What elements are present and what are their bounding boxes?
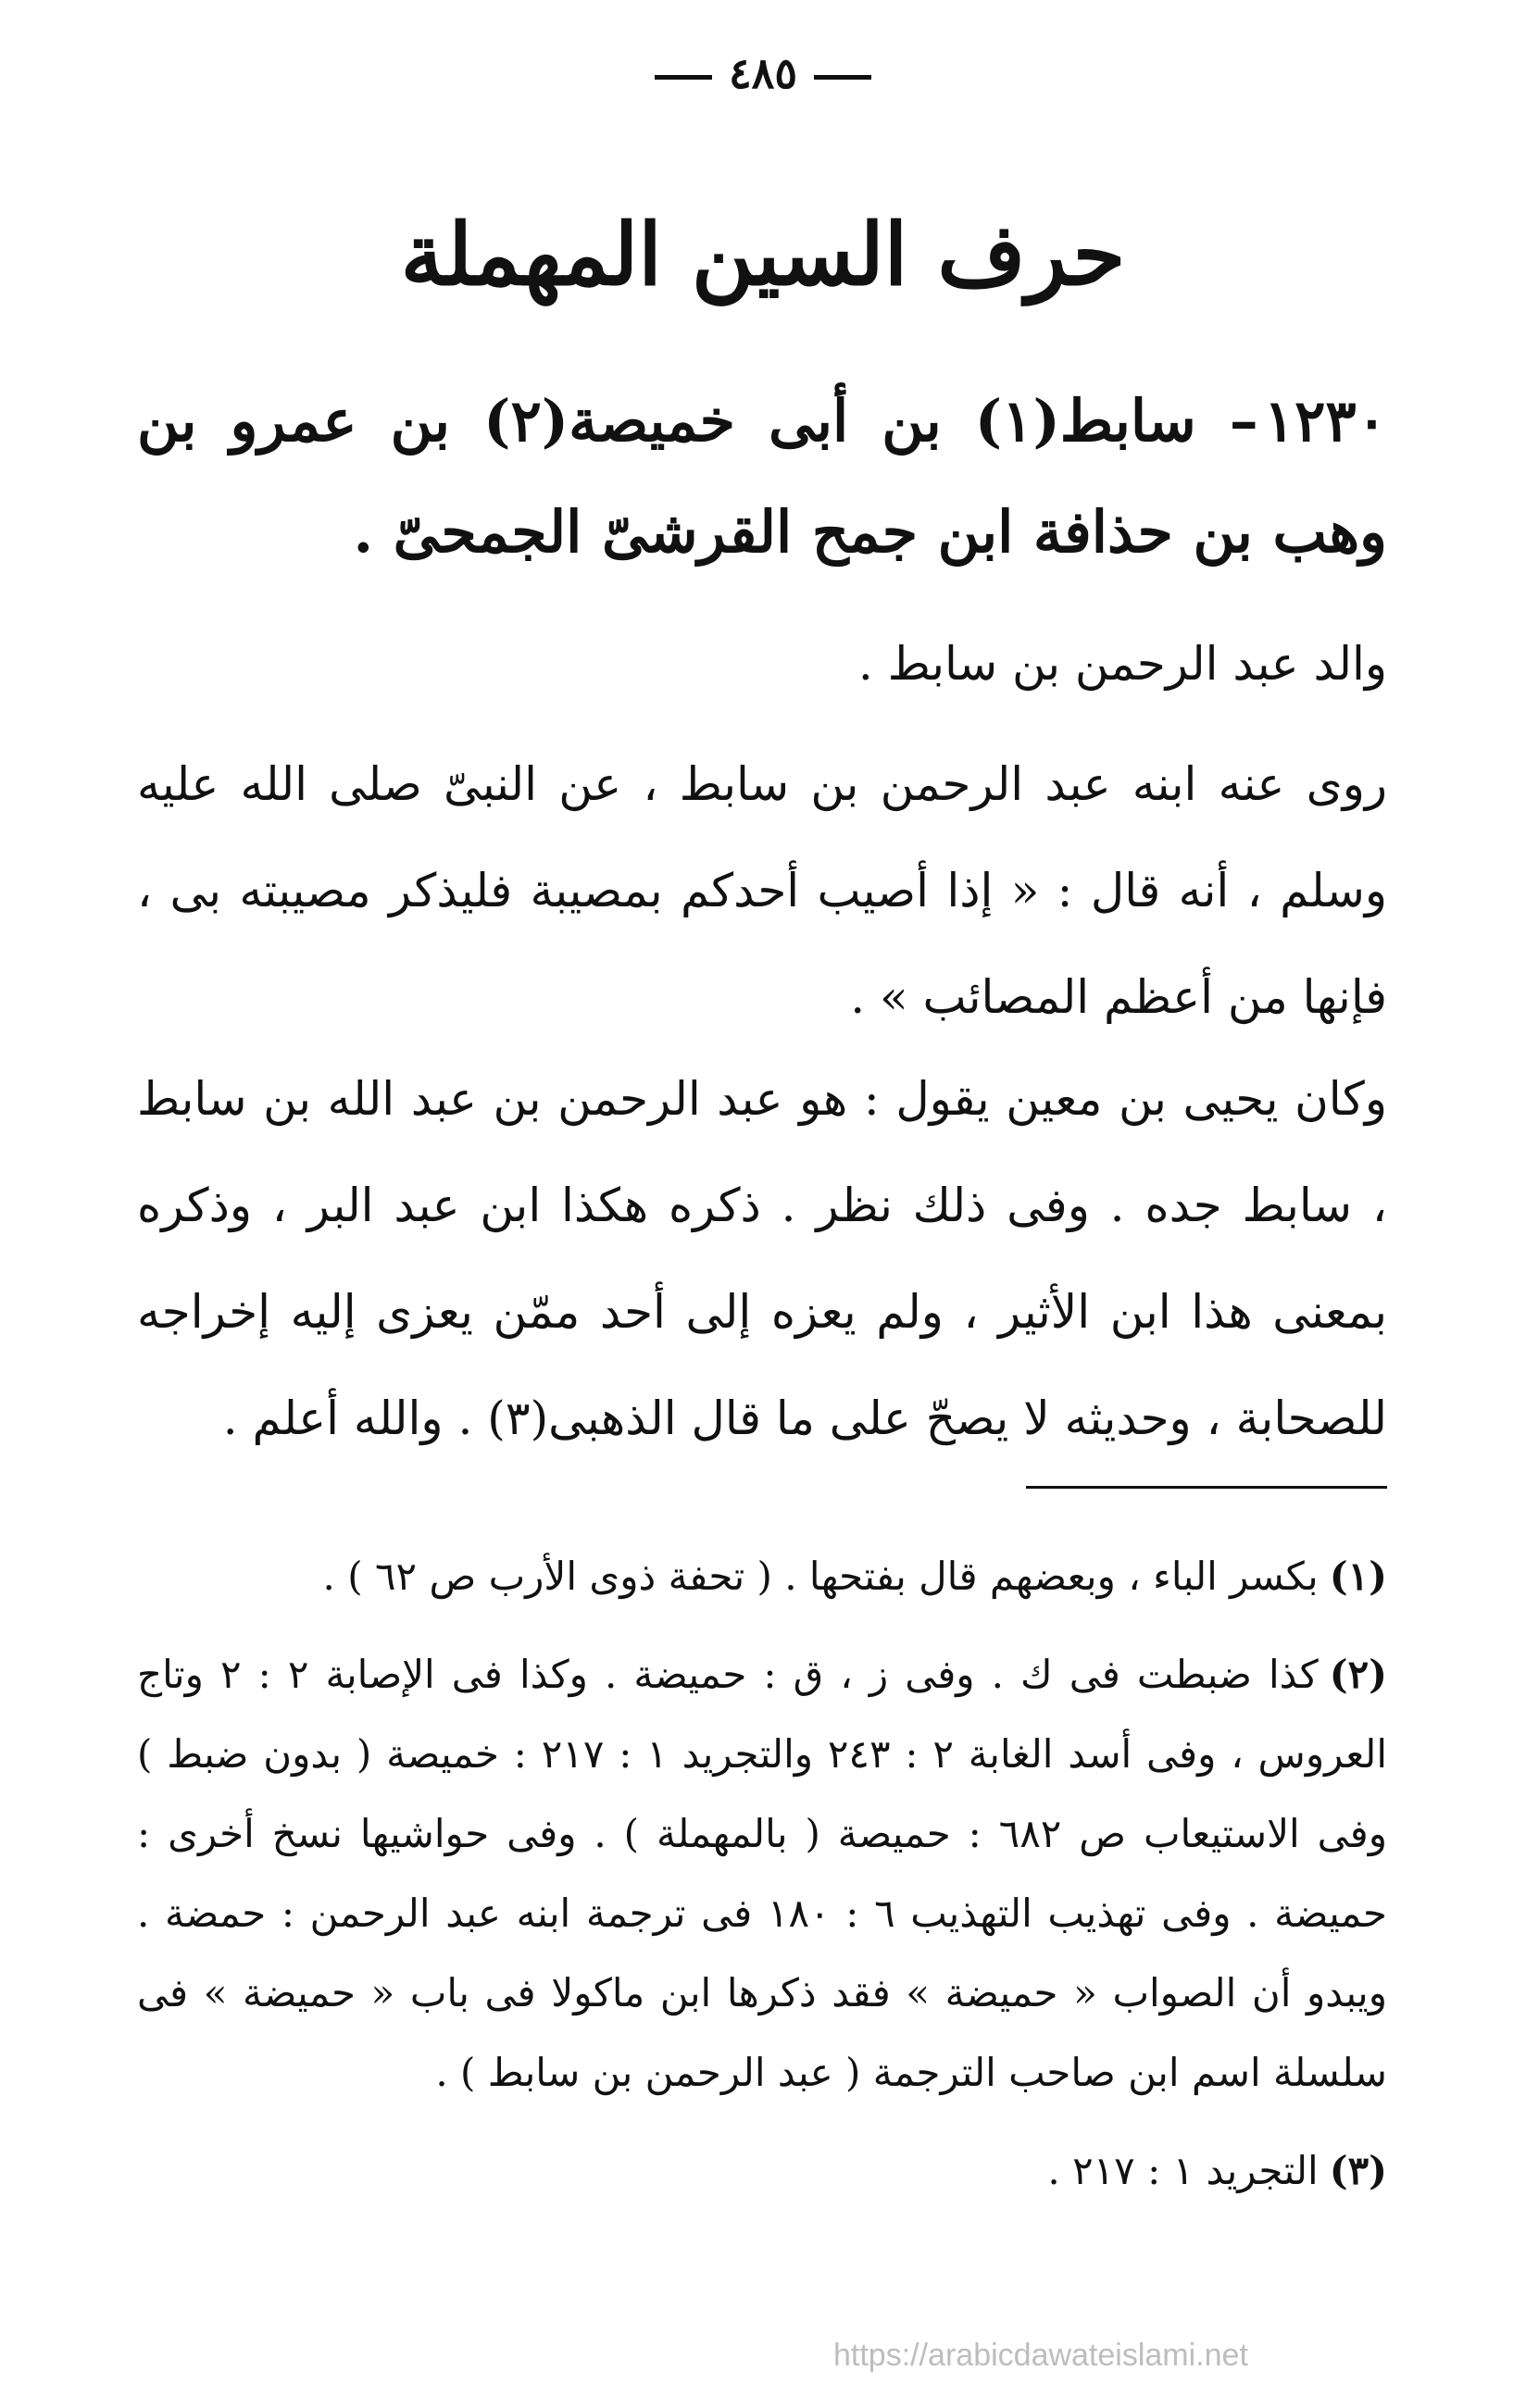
paragraph-1: والد عبد الرحمن بن سابط .: [857, 637, 1387, 691]
right-dash: [814, 75, 871, 80]
footnote-divider: [1026, 1486, 1387, 1489]
paragraph-3: وكان يحيى بن معين يقول : هو عبد الرحمن بن عبد الله بن سابط ، سابط جده . وفى ذلك نظر . ذكره هكذا ابن عبد البر ، وذكره بمعنى هذا ابن الأثير ، ولم يعزه إلى أحد ممّن يعزى إليه إخراجه للصحابة ، وحديثه لا يصحّ على ما قال الذهبى(٣) . والله أعلم .: [137, 1072, 1387, 1445]
page-number: [0, 48, 1526, 98]
page-number-text: ٤٨٥: [728, 48, 798, 98]
footnote-text: بكسر الباء ، وبعضهم قال بفتحها . ( تحفة ذوى الأرب ص ٦٢ ) .: [322, 1553, 1319, 1599]
footnotes: [137, 1537, 1387, 2229]
entry-heading-text: سابط(١) بن أبى خميصة(٢) بن عمرو بن وهب بن حذافة ابن جمح القرشىّ الجمحىّ .: [137, 387, 1387, 566]
entry-heading: ١٢٣٠– سابط(١) بن أبى خميصة(٢) بن عمرو بن وهب بن حذافة ابن جمح القرشىّ الجمحىّ .: [137, 387, 1388, 566]
left-dash: [655, 75, 712, 80]
watermark-url: https://arabicdawateislami.net: [833, 2338, 1248, 2373]
footnote-3: [137, 2131, 1387, 2211]
footnote-text: التجريد ١ : ٢١٧ .: [1047, 2148, 1319, 2193]
footnote-text: كذا ضبطت فى ك . وفى ز ، ق : حميضة . وكذا فى الإصابة ٢ : ٢ وتاج العروس ، وفى أسد الغابة ٢ : ٢٤٣ والتجريد ١ : ٢١٧ : خميصة ( بدون ضبط ) وفى الاستيعاب ص ٦٨٢ : حميصة ( بالمهملة ) . وفى حواشيها نسخ أخرى : حميضة . وفى تهذيب التهذيب ٦ : ١٨٠ فى ترجمة ابنه عبد الرحمن : حمضة . ويبدو أن الصواب « حميضة » فقد ذكرها ابن ماكولا فى باب « حميضة » فى سلسلة اسم ابن صاحب الترجمة ( عبد الرحمن بن سابط ) .: [137, 1652, 1388, 2095]
chapter-title: حرف السين المهملة: [400, 205, 1126, 305]
entry-number: ١٢٣٠: [1263, 387, 1388, 455]
footnote-mark: (١): [1329, 1553, 1387, 1599]
paragraph-2: روى عنه ابنه عبد الرحمن بن سابط ، عن النبىّ صلى الله عليه وسلم ، أنه قال : « إذا أصيب أحدكم بمصيبة فليذكر مصيبته بى ، فإنها من أعظم المصائب » .: [137, 757, 1387, 1024]
footnote-mark: (٣): [1329, 2148, 1387, 2193]
footnote-1: [137, 1537, 1387, 1616]
footnote-mark: (٢): [1329, 1652, 1387, 1697]
footnote-2: [137, 1635, 1387, 2113]
